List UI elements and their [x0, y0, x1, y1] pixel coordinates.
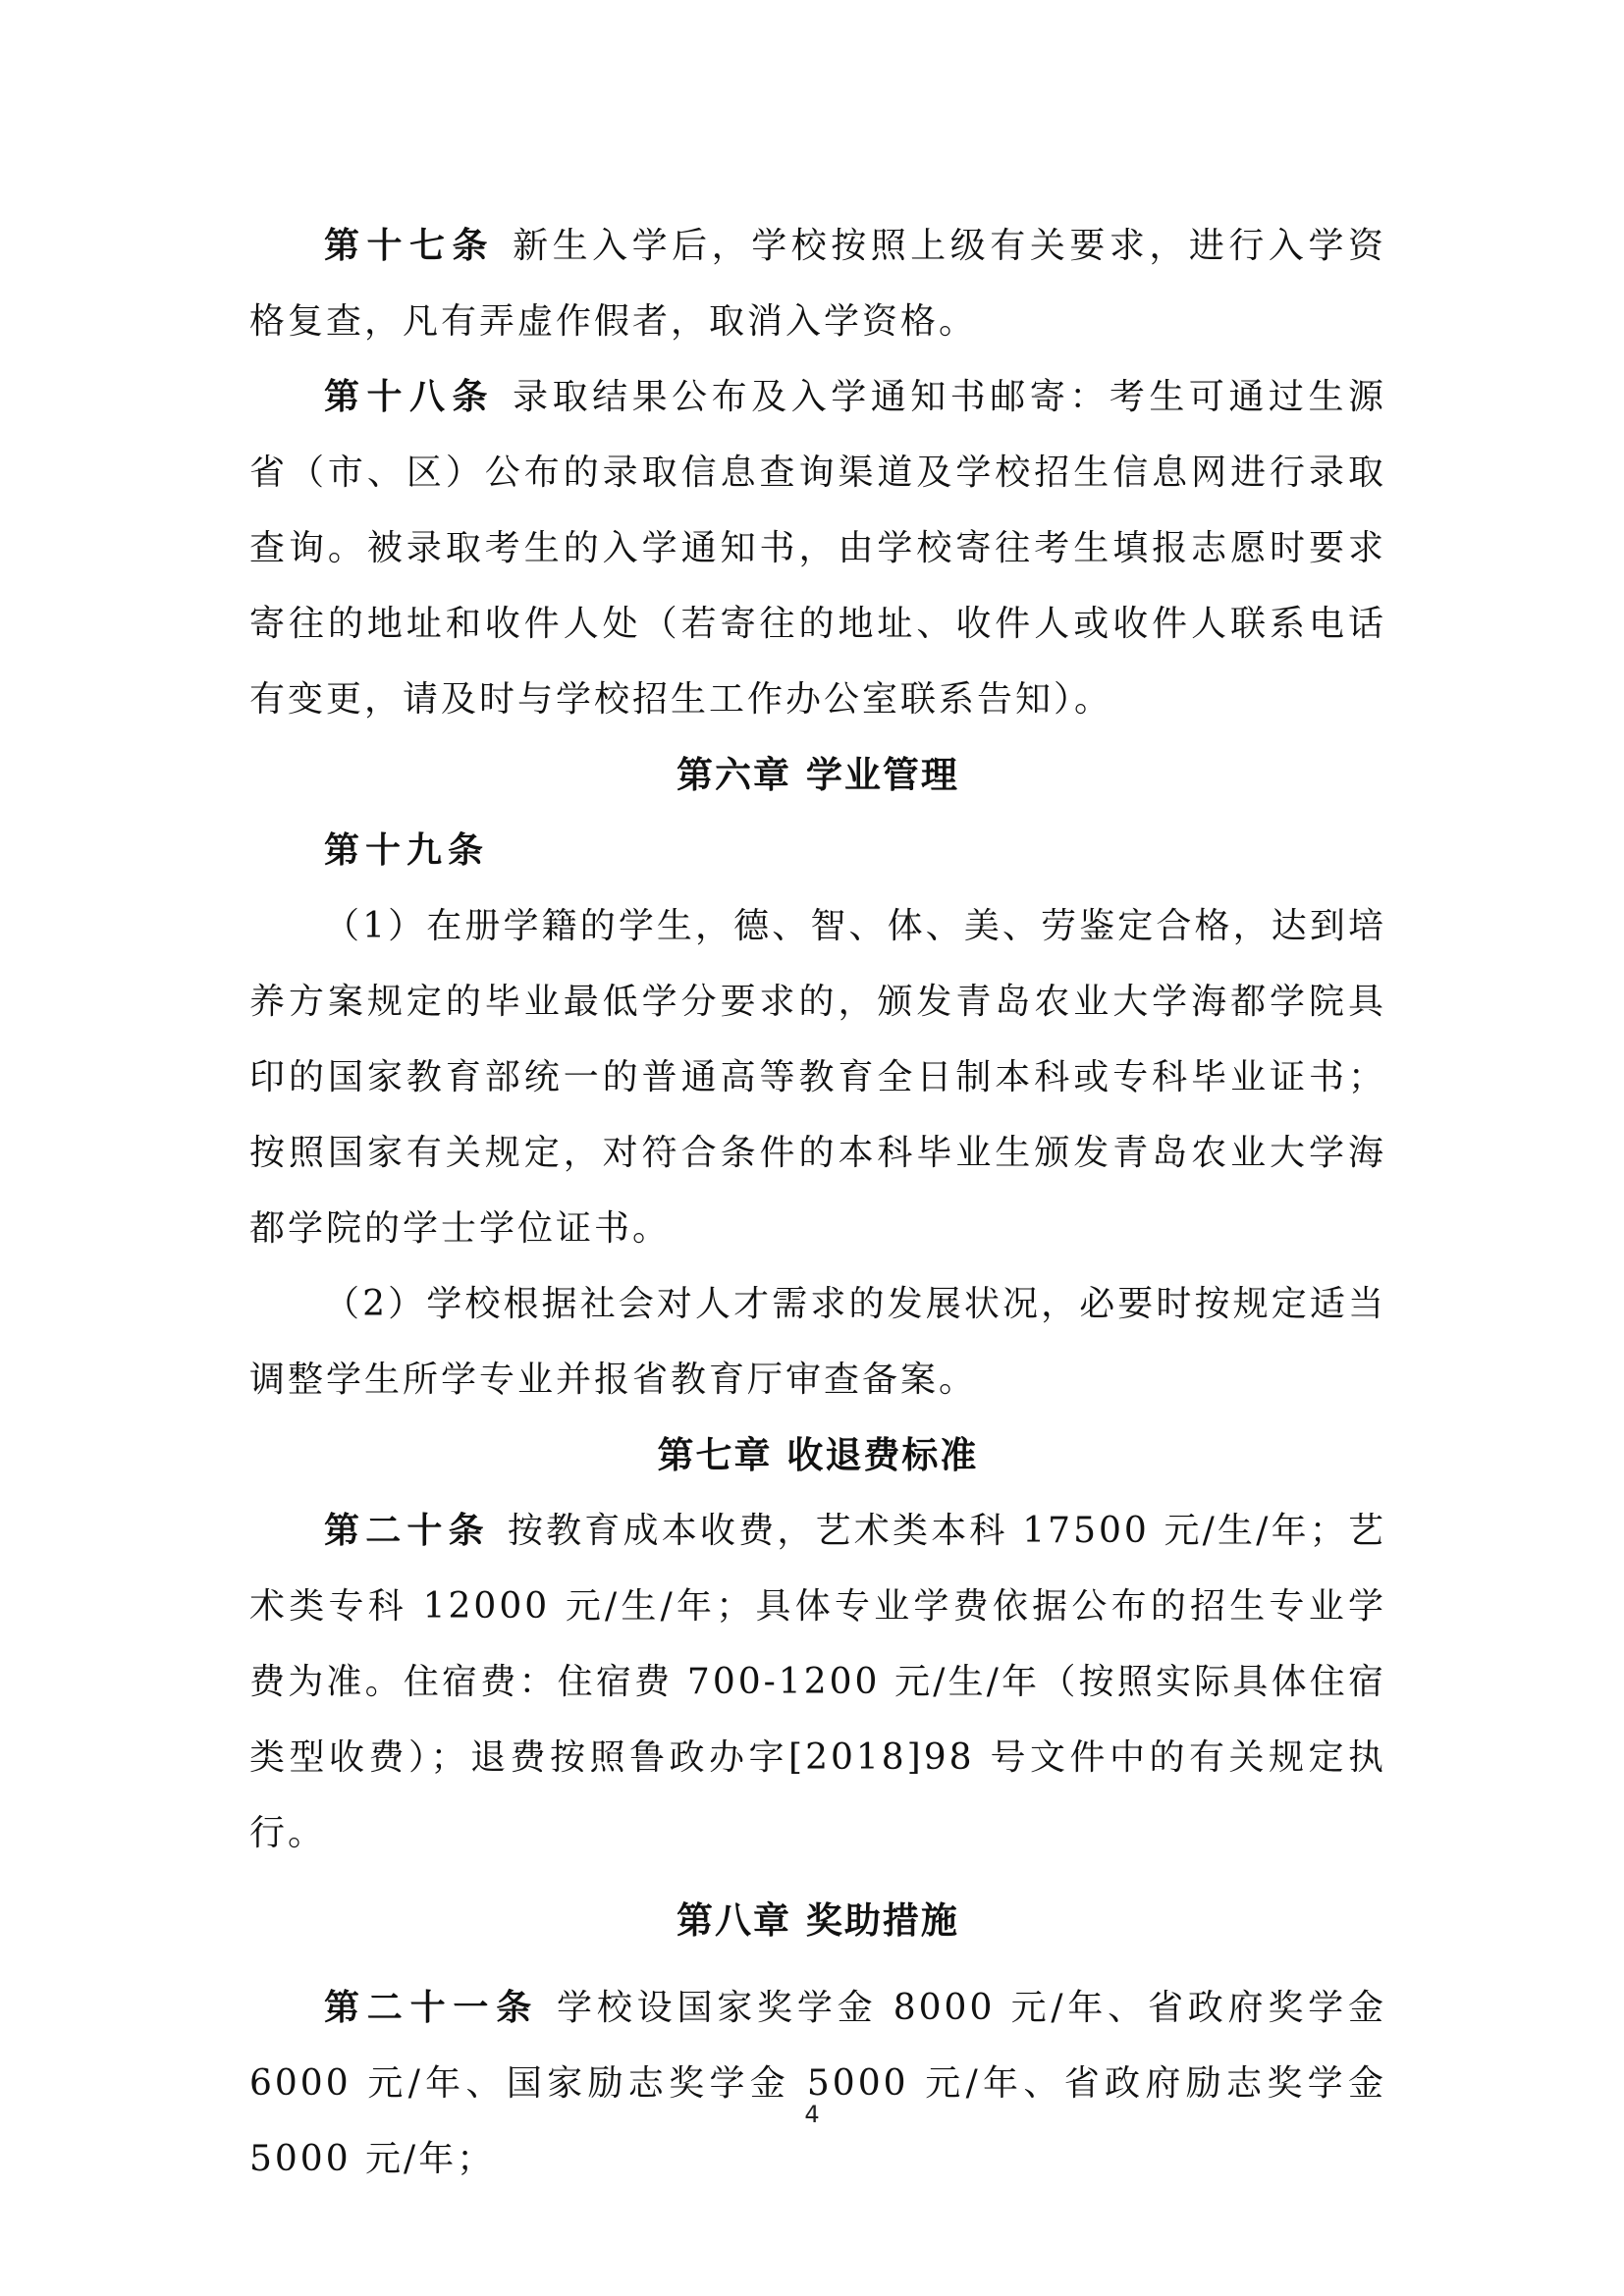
article-21: [249, 1970, 1386, 2197]
article-17-label: 第十七条: [324, 226, 496, 266]
article-20-label: 第二十条: [324, 1511, 490, 1551]
article-17: [249, 208, 1386, 359]
article-19: [249, 813, 1386, 888]
chapter-6-heading: 第六章 学业管理: [677, 754, 959, 796]
article-18-label: 第十八条: [324, 377, 496, 417]
article-19-label: 第十九条: [324, 830, 490, 871]
article-18: [249, 359, 1386, 737]
article-18-text: 录取结果公布及入学通知书邮寄：考生可通过生源省（市、区）公布的录取信息查询渠道及学校招生信息网进行录取查询。被录取考生的入学通知书，由学校寄往考生填报志愿时要求寄往的地址和收件人处（若寄往的地址、收件人或收件人联系电话有变更，请及时与学校招生工作办公室联系告知）。: [249, 377, 1386, 720]
article-21-label: 第二十一条: [324, 1988, 540, 2028]
article-19-item-2: （2）学校根据社会对人才需求的发展状况，必要时按规定适当调整学生所学专业并报省教育厅审查备案。: [249, 1284, 1386, 1400]
article-19-item-1: （1）在册学籍的学生，德、智、体、美、劳鉴定合格，达到培养方案规定的毕业最低学分要求的，颁发青岛农业大学海都学院具印的国家教育部统一的普通高等教育全日制本科或专科毕业证书；按照国家有关规定，对符合条件的本科毕业生颁发青岛农业大学海都学院的学士学位证书。: [249, 906, 1386, 1249]
chapter-7-heading: 第七章 收退费标准: [657, 1434, 979, 1476]
page-number: 4: [804, 2101, 820, 2128]
document-page: [249, 208, 1386, 2197]
chapter-8-heading: 第八章 奖助措施: [677, 1899, 959, 1942]
article-21-text: 学校设国家奖学金 8000 元/年、省政府奖学金 6000 元/年、国家励志奖学金 5000 元/年、省政府励志奖学金 5000 元/年；: [249, 1988, 1386, 2179]
article-17-text: 新生入学后，学校按照上级有关要求，进行入学资格复查，凡有弄虚作假者，取消入学资格。: [249, 226, 1386, 342]
article-20: [249, 1493, 1386, 1871]
article-20-text: 按教育成本收费，艺术类本科 17500 元/生/年；艺术类专科 12000 元/生/年；具体专业学费依据公布的招生专业学费为准。住宿费：住宿费 700-1200 元/生/年（按照实际具体住宿类型收费）；退费按照鲁政办字[2018]98 号文件中的有关规定执行。: [249, 1511, 1386, 1853]
